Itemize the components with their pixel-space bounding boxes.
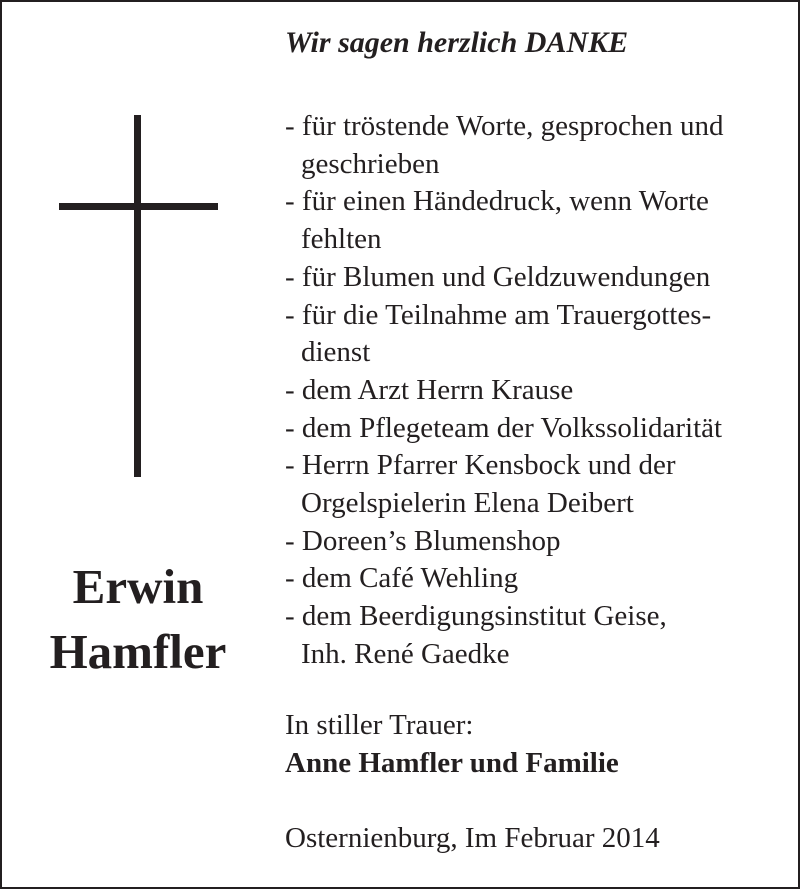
- thanks-heading: Wir sagen herzlich DANKE: [285, 26, 629, 59]
- mourning-label: In stiller Trauer:: [285, 709, 474, 741]
- deceased-last-name: Hamfler: [49, 624, 227, 679]
- cross-vertical-bar: [134, 115, 141, 477]
- thanks-line: - Doreen’s Blumenshop: [285, 524, 561, 557]
- thanks-line: - dem Café Wehling: [285, 562, 519, 595]
- place-date: Osternienburg, Im Februar 2014: [285, 822, 660, 854]
- thanks-line: - für einen Händedruck, wenn Worte: [285, 185, 709, 218]
- cross-horizontal-bar: [59, 203, 218, 210]
- thanks-line: fehlten: [301, 223, 382, 256]
- thanks-line: - dem Arzt Herrn Krause: [285, 373, 574, 406]
- thanks-line: - Herrn Pfarrer Kensbock und der: [285, 449, 676, 482]
- thanks-line: Orgelspielerin Elena Deibert: [301, 487, 634, 520]
- thanks-line: - für tröstende Worte, gesprochen und: [285, 110, 724, 142]
- thanks-line: dienst: [301, 336, 371, 369]
- deceased-first-name: Erwin: [72, 559, 204, 614]
- mourning-family: Anne Hamfler und Familie: [285, 747, 619, 779]
- thanks-line: geschrieben: [301, 147, 440, 180]
- thanks-line: - dem Pflegeteam der Volkssolidarität: [285, 411, 723, 444]
- thanks-list: [285, 108, 723, 674]
- thanks-line: - für Blumen und Geldzuwendungen: [285, 260, 711, 293]
- thanks-line: - für die Teilnahme am Trauergottes-: [285, 298, 712, 331]
- thanks-line: Inh. René Gaedke: [301, 637, 510, 670]
- thanks-line: - dem Beerdigungsinstitut Geise,: [285, 600, 667, 633]
